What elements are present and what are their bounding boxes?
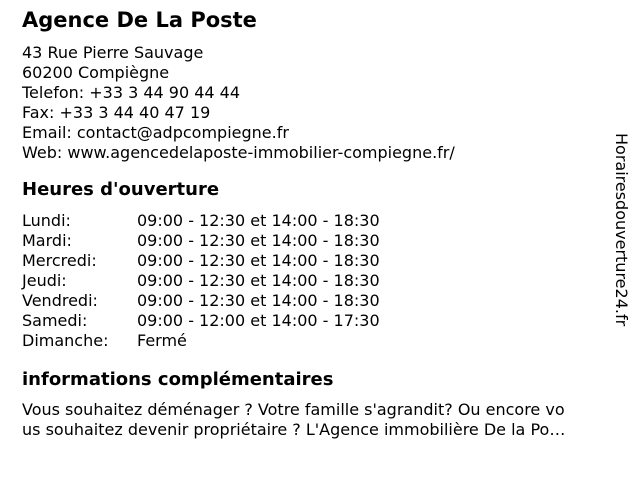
day-times: 09:00 - 12:30 et 14:00 - 18:30	[137, 211, 380, 230]
hours-row-thursday	[22, 271, 380, 291]
address-street: 43 Rue Pierre Sauvage	[22, 43, 204, 62]
day-times: 09:00 - 12:30 et 14:00 - 18:30	[137, 291, 380, 310]
email-line: Email: contact@adpcompiegne.fr	[22, 122, 289, 142]
additional-info-text	[22, 400, 565, 440]
day-times: Fermé	[137, 331, 187, 350]
phone-line: Telefon: +33 3 44 90 44 44	[22, 82, 241, 102]
site-watermark: Horairesdouverture24.fr	[612, 133, 631, 327]
contact-block	[22, 43, 455, 162]
day-times: 09:00 - 12:30 et 14:00 - 18:30	[137, 271, 380, 290]
day-label: Lundi:	[22, 211, 71, 230]
day-label: Mercredi:	[22, 251, 97, 270]
day-label: Samedi:	[22, 311, 88, 330]
info-text-line: us souhaitez devenir propriétaire ? L'Agence immobilière De la Po…	[22, 420, 566, 439]
opening-hours-heading: Heures d'ouverture	[22, 179, 220, 200]
day-label: Jeudi:	[22, 271, 67, 290]
address-city: 60200 Compiègne	[22, 62, 170, 82]
fax-line: Fax: +33 3 44 40 47 19	[22, 102, 211, 122]
additional-info-heading: informations complémentaires	[22, 369, 334, 390]
info-text-line: Vous souhaitez déménager ? Votre famille s'agrandit? Ou encore vo	[22, 400, 565, 419]
day-times: 09:00 - 12:00 et 14:00 - 17:30	[137, 311, 380, 330]
hours-row-sunday	[22, 331, 380, 351]
hours-row-tuesday	[22, 231, 380, 251]
day-label: Vendredi:	[22, 291, 98, 310]
opening-hours-table	[22, 211, 380, 351]
website-line: Web: www.agencedelaposte-immobilier-compiegne.fr/	[22, 142, 455, 162]
hours-row-friday	[22, 291, 380, 311]
hours-row-saturday	[22, 311, 380, 331]
day-times: 09:00 - 12:30 et 14:00 - 18:30	[137, 231, 380, 250]
day-label: Dimanche:	[22, 331, 109, 350]
hours-row-wednesday	[22, 251, 380, 271]
day-times: 09:00 - 12:30 et 14:00 - 18:30	[137, 251, 380, 270]
hours-row-monday	[22, 211, 380, 231]
page-title: Agence De La Poste	[22, 8, 257, 32]
day-label: Mardi:	[22, 231, 72, 250]
